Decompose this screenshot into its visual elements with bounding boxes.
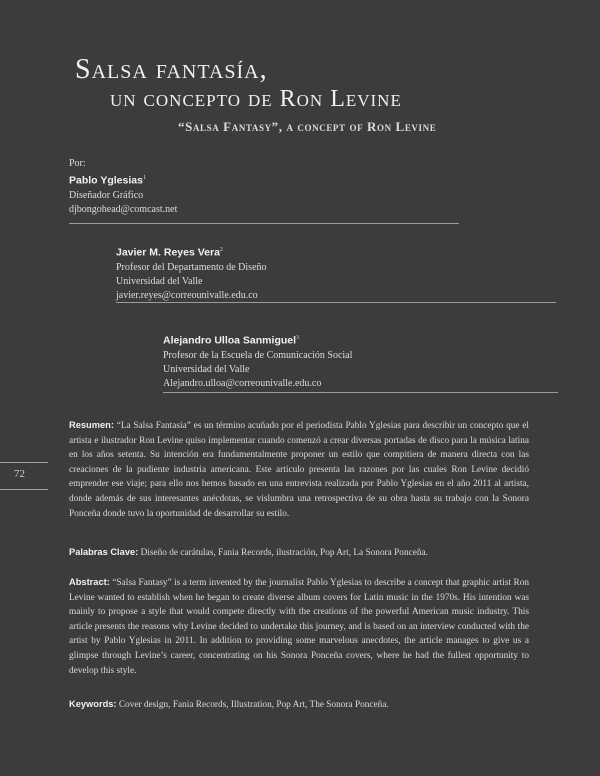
abstract-label: Abstract:: [69, 577, 110, 587]
footnote-marker: 2: [219, 247, 223, 253]
keywords-text: Cover design, Fania Records, Illustration, Pop Art, The Sonora Ponceña.: [118, 700, 389, 710]
article-title-line-2: un concepto de Ron Levine: [110, 86, 402, 112]
footnote-marker: 3: [296, 335, 300, 341]
divider-rule: [116, 302, 556, 303]
divider-rule: [163, 392, 558, 393]
author-block-2: [116, 243, 267, 303]
page-number: 72: [14, 468, 25, 480]
author-block-1: [69, 157, 177, 217]
english-title: “Salsa Fantasy”, a concept of Ron Levine: [178, 119, 437, 134]
article-title: Salsa fantasía,: [75, 54, 268, 85]
palabras-clave-text: Diseño de carátulas, Fania Records, ilustración, Pop Art, La Sonora Ponceña.: [140, 548, 428, 558]
author-role: Diseñador Gráfico: [69, 189, 144, 201]
author-name: Pablo Yglesias: [69, 174, 143, 187]
author-role: Profesor de la Escuela de Comunicación Social: [163, 349, 353, 361]
author-name: Javier M. Reyes Vera: [116, 246, 220, 259]
abstract-paragraph: [69, 575, 529, 678]
author-affiliation: Universidad del Valle: [163, 363, 250, 375]
footnote-marker: 1: [142, 175, 146, 182]
resumen-text: “La Salsa Fantasía” es un término acuñado por el periodista Pablo Yglesias para describir un concepto que el artista e ilustrador Ron Levine quiso implementar cuando comenzó a crear diversas portadas de disco para la música latina en los años setenta. Su intención era fundamentalmente proponer un estilo que compitiera de manera directa con las creaciones de la pudiente industria americana. Este artículo presenta las razones por las cuales Ron Levine decidió emprender ese viaje; para ello nos hemos basado en una entrevista realizada por Pablo Yglesias en el año 2011 al artista, donde además de sus interesantes anécdotas, se vislumbra una retrospectiva de su obra hasta su trabajo con la Sonora Ponceña donde tuvo la oportunidad de desarrollar su estilo.: [69, 421, 529, 519]
divider-rule: [69, 223, 459, 224]
author-email: djbongohead@comcast.net: [69, 203, 178, 215]
resumen-label: Resumen:: [69, 420, 114, 430]
author-email: javier.reyes@correounivalle.edu.co: [116, 289, 258, 301]
keywords-paragraph: [69, 697, 529, 713]
palabras-clave-label: Palabras Clave:: [69, 547, 139, 557]
abstract-text: “Salsa Fantasy” is a term invented by the journalist Pablo Yglesias to describe a concept that graphic artist Ron Levine wanted to establish when he began to create diverse album covers for Latin music in the 1970s. His intention was mainly to propose a style that would compete directly with the creations of the powerful American music industry. This article presents the reasons why Levine decided to undertake this journey, and is based on an interview conducted with the artist by Pablo Yglesias in 2011. In addition to providing some marvelous anecdotes, the article manages to give us a glimpse through Levine’s career, concentrating on his Sonora Ponceña covers, where he had the fullest opportunity to develop this style.: [69, 578, 530, 676]
resumen-paragraph: [69, 418, 529, 521]
author-role: Profesor del Departamento de Diseño: [116, 261, 267, 273]
author-affiliation: Universidad del Valle: [116, 275, 203, 287]
author-block-3: [163, 331, 352, 391]
keywords-label: Keywords:: [69, 699, 117, 709]
by-label: Por:: [69, 158, 86, 169]
author-name: Alejandro Ulloa Sanmiguel: [163, 334, 297, 347]
author-email: Alejandro.ulloa@correounivalle.edu.co: [163, 377, 322, 389]
palabras-clave-paragraph: [69, 545, 529, 561]
